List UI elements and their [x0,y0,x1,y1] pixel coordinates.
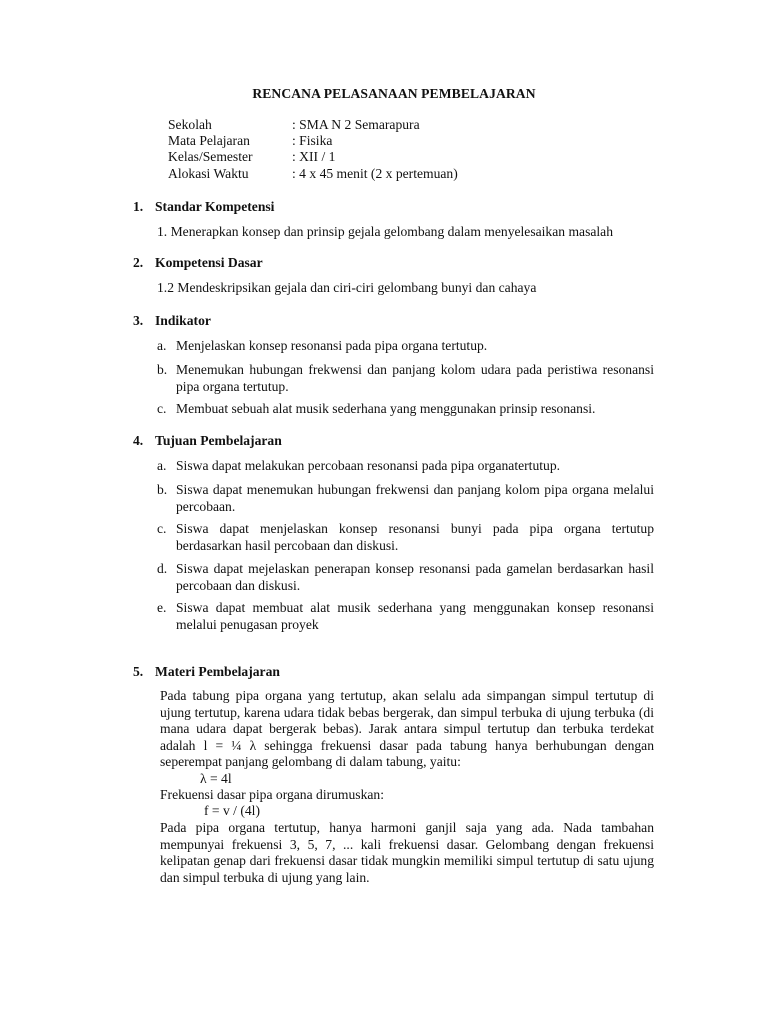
list-item: Menjelaskan konsep resonansi pada pipa organa tertutup. [176,338,488,353]
list-item: Siswa dapat menemukan hubungan frekwensi dan panjang kolom pipa organa melalui percobaan. [176,482,654,514]
section-number: 2. [133,255,144,270]
info-value-subject: : Fisika [292,133,333,148]
formula-wavelength: λ = 4l [200,771,232,786]
info-value-school: : SMA N 2 Semarapura [292,117,420,132]
list-item: Siswa dapat melakukan percobaan resonansi pada pipa organatertutup. [176,458,561,473]
list-marker: a. [157,338,167,353]
info-value-time: : 4 x 45 menit (2 x pertemuan) [292,166,458,181]
info-label-school: Sekolah [168,117,212,132]
section-number: 3. [133,313,144,328]
info-value-class: : XII / 1 [292,149,336,164]
list-item: Siswa dapat menjelaskan konsep resonansi bunyi pada pipa organa tertutup berdasarkan hasil percobaan dan diskusi. [176,521,654,553]
list-item: Siswa dapat membuat alat musik sederhana yang menggunakan konsep resonansi melalui penugasan proyek [176,600,654,632]
material-paragraph-2: Frekuensi dasar pipa organa dirumuskan: [160,787,384,802]
info-label-class: Kelas/Semester [168,149,253,164]
list-item: Membuat sebuah alat musik sederhana yang menggunakan prinsip resonansi. [176,401,596,416]
section-number: 5. [133,664,144,679]
section-number: 4. [133,433,144,448]
section-heading-indikator: Indikator [155,313,211,328]
material-paragraph-3: Pada pipa organa tertutup, hanya harmoni ganjil saja yang ada. Nada tambahan mempunyai frekuensi 3, 5, 7, ... kali frekuensi dasar. Gelombang dengan frekuensi kelipatan genap dari frekuensi dasar tidak mungkin memiliki simpul tertutup di satu ujung dan simpul terbuka di ujung yang lain. [160,820,654,885]
competency-standard-text: 1. Menerapkan konsep dan prinsip gejala gelombang dalam menyelesaikan masalah [157,224,613,239]
section-heading-tujuan-pembelajaran: Tujuan Pembelajaran [155,433,282,448]
list-marker: a. [157,458,167,473]
info-label-time: Alokasi Waktu [168,166,249,181]
material-paragraph-1: Pada tabung pipa organa yang tertutup, akan selalu ada simpangan simpul tertutup di ujung tertutup, karena udara tidak bebas bergerak, dan simpul terbuka di ujung terbuka (di mana udara dapat bergerak bebas). Jarak antara simpul tertutup dan terbuka terdekat adalah l = ¼ λ sehingga frekuensi dasar pada tabung hanya berhubungan dengan seperempat panjang gelombang di dalam tabung, yaitu: [160,688,654,769]
section-number: 1. [133,199,144,214]
list-marker: b. [157,362,168,377]
section-heading-standar-kompetensi: Standar Kompetensi [155,199,275,214]
list-marker: e. [157,600,167,615]
info-label-subject: Mata Pelajaran [168,133,250,148]
list-marker: c. [157,401,167,416]
formula-frequency: f = v / (4l) [204,803,260,818]
section-heading-materi-pembelajaran: Materi Pembelajaran [155,664,280,679]
list-marker: b. [157,482,168,497]
list-item: Siswa dapat mejelaskan penerapan konsep resonansi pada gamelan berdasarkan hasil percobaan dan diskusi. [176,561,654,593]
basic-competency-text: 1.2 Mendeskripsikan gejala dan ciri-ciri gelombang bunyi dan cahaya [157,280,537,295]
section-heading-kompetensi-dasar: Kompetensi Dasar [155,255,263,270]
list-item: Menemukan hubungan frekwensi dan panjang kolom udara pada peristiwa resonansi pipa organa tertutup. [176,362,654,394]
list-marker: d. [157,561,168,576]
document-title: RENCANA PELASANAAN PEMBELAJARAN [252,86,536,101]
list-marker: c. [157,521,167,536]
